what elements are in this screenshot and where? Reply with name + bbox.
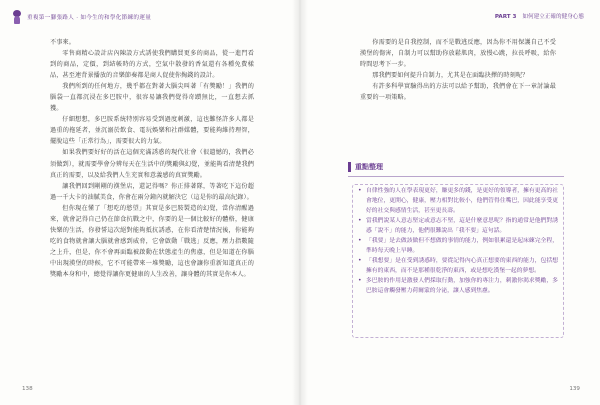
section-heading: [348, 162, 383, 172]
paragraph: 讓我們回到剛剛的漢堡店，還記得嗎？你正排著隊，等著吃下這份超過一千大卡的油膩美食，你會在兩分鐘內就解決它（這是你的最高紀錄）。: [50, 182, 254, 201]
right-body-text: [360, 37, 556, 103]
bullet-icon: •: [358, 217, 362, 225]
paragraph: 那我們要如何提升自制力，尤其是在面臨抉擇的時刻呢？: [372, 72, 529, 80]
summary-list: [358, 186, 558, 297]
list-item: • 當我們說某人意志堅定或意志不堅，這是什麼意思呢？指的通常是他們對誘惑「說不」的能力，他們很難說出「我不要」這句話。: [358, 216, 558, 236]
running-head-right: [495, 12, 584, 20]
page-number-right: 139: [569, 386, 580, 392]
section-title: 重點整理: [355, 163, 383, 171]
bullet-icon: •: [358, 187, 362, 194]
paragraph: 你需要的是自我控制，而不是戰逃反應，因為你不用保護自己不受漢堡的傷害，自制力可以幫助你放鬆肌肉，放慢心跳，拉長呼吸，給你時間思考下一步。: [360, 39, 556, 69]
chapter-title: 如何建立正確的健身心態: [522, 14, 584, 20]
bullet-icon: •: [358, 237, 362, 245]
section-marker-icon: [348, 162, 351, 172]
bullet-icon: •: [358, 257, 362, 265]
list-item: • 多巴胺的作用是激發人們採取行動，加強你的專注力，刺激你渴求獎勵，多巴胺這會觸發壓力荷爾蒙的分泌，讓人感到焦慮。: [358, 276, 558, 296]
paragraph: 我們所到的任何地方，幾乎都在對著大腦尖叫著「有獎勵！」我們的腦袋一直都沉浸在多巴胺中，很容易讓我們覺得奇蹟無比，一直想去抓獲。: [50, 83, 254, 113]
paragraph: 但你現在懂了「想吃的慾望」其實是多巴胺製造的幻覺，當你清醒過來，就會記得自己仍在節食抗戰之中，你要的是一個比較好的體格，健康快樂的生活，你發誓這次絕對能夠抵抗誘惑，在你看清楚情況後，你能夠吃的食物就會讓大腦就會感到威脅，它會啟動「戰逃」反應，壓力指數隨之上升，但是，你不會再面臨被啟動在狀態產生的焦慮，但是知道在你腦中出現漢堡的時候，它不可能帶來一堆獎勵，這也會讓你重新知道真正的獎勵本身和中，總覺得讓你更健康的人生改善，讓身體的其實是你本人。: [50, 204, 254, 278]
paragraph: 如果我們要好好的活在這個充滿誘惑的現代社會（很遺憾的，我們必須做到），就需要學會分辨每天在生活中的獎勵與幻覺，並能夠看清楚我們真正的需要，以及給我們人生充實和意義感的真實獎勵。: [50, 149, 254, 179]
part-label: PART 3: [494, 14, 517, 20]
book-title: 重複第一腳張路人 · 如今生的和學化節練的運量: [27, 15, 152, 21]
bullet-icon: •: [358, 277, 362, 285]
list-item: • 自律性強的人在學表現更好，賺更多的錢，是更好的領導者，擁有更高的社會地位，更開心，健康，壓力相對比較小，他們管得住嘴巴，因此能享受更好的社交與感情生活，甚至更長壽。: [358, 186, 558, 216]
paragraph: 不事來。: [50, 39, 75, 46]
paragraph: 零售商精心設計店內陳設方式誘使我們購買更多的商品，從一進門看到的商品，定價，到結帳時的方式，空氣中散發的香氣還有各種免費樣品，甚至連背景播放的音樂節奏都是商人促使你掏錢的設計。: [50, 50, 254, 80]
list-item: • 「我想要」是在受到誘惑時，要從記得內心真正想要的東西的能力，包括想擁有的東西，而不是那種很乾淨的東西，或是想吃漢堡一起的夢想。: [358, 256, 558, 276]
running-head-left: [12, 10, 151, 24]
paragraph: 仔細想想，多巴胺系統特別容易受到過度刺激，這也難怪許多人都是過重的拖延者，並沉溺於飲食、電玩娛樂和社群媒體，要能夠維持理智，擺脫這些「正常行為」，需要很大的力氣。: [50, 116, 254, 146]
list-item: • 「我要」是去做該做但不想做的事情的能力，例如很累還是起床練完全程，準時每天晚上早睡。: [358, 236, 558, 256]
page-number-left: 138: [22, 386, 33, 392]
mascot-icon: [12, 10, 22, 24]
left-body-text: [50, 37, 254, 280]
section-divider: [348, 176, 564, 177]
paragraph: 有許多科學實驗得出的方法可以給予幫助，我們會在下一章討論最重要的一項策略。: [360, 83, 556, 102]
